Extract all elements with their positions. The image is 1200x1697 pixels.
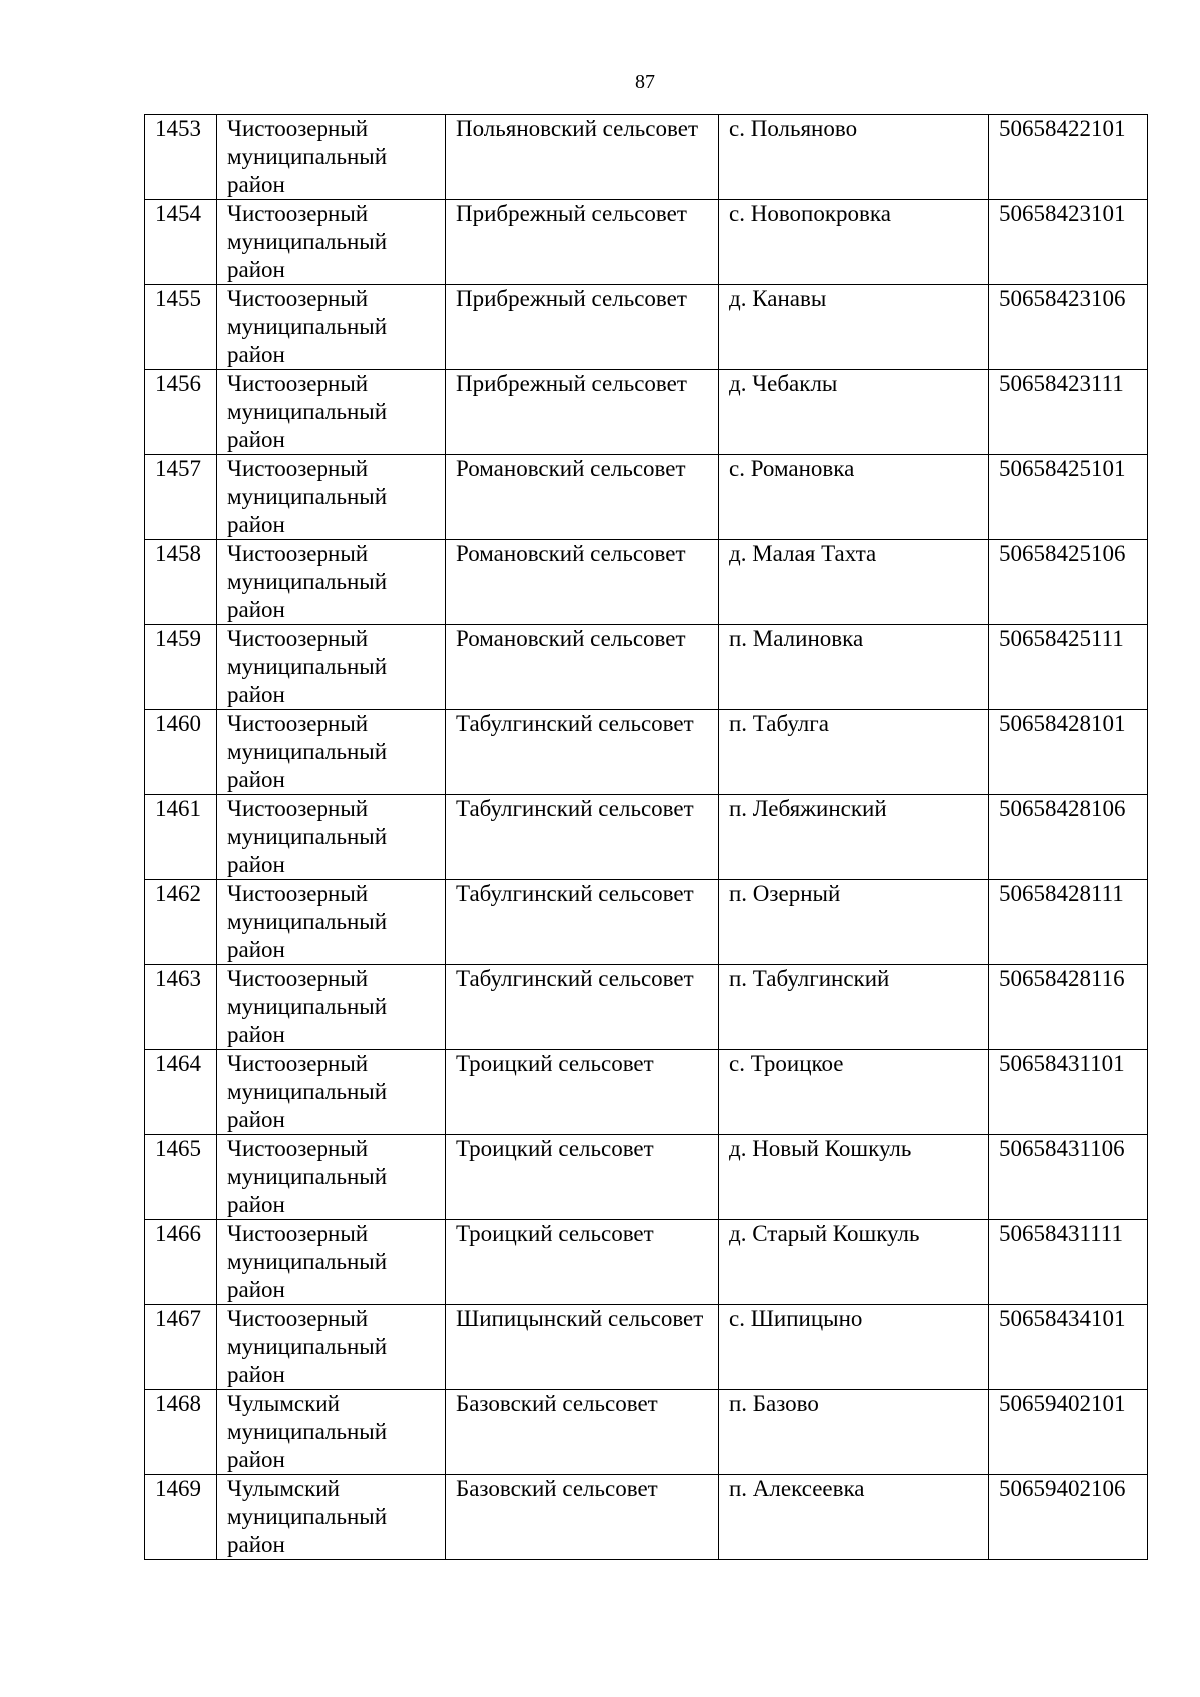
district-cell: Чулымский муниципальный район — [217, 1390, 446, 1475]
council-cell: Табулгинский сельсовет — [446, 880, 719, 965]
council-cell: Романовский сельсовет — [446, 540, 719, 625]
settlement-cell: с. Новопокровка — [719, 200, 989, 285]
table-row — [145, 540, 1148, 625]
table-row — [145, 370, 1148, 455]
district-cell: Чистоозерный муниципальный район — [217, 1050, 446, 1135]
district-cell: Чистоозерный муниципальный район — [217, 1305, 446, 1390]
row-number: 1462 — [145, 880, 217, 965]
district-cell: Чистоозерный муниципальный район — [217, 285, 446, 370]
row-number: 1456 — [145, 370, 217, 455]
council-cell: Прибрежный сельсовет — [446, 200, 719, 285]
code-cell: 50658425106 — [989, 540, 1148, 625]
table-row — [145, 455, 1148, 540]
settlement-cell: п. Табулгинский — [719, 965, 989, 1050]
district-cell: Чистоозерный муниципальный район — [217, 710, 446, 795]
table-row — [145, 795, 1148, 880]
code-cell: 50658434101 — [989, 1305, 1148, 1390]
table-body — [145, 115, 1148, 1560]
district-cell: Чистоозерный муниципальный район — [217, 540, 446, 625]
settlement-cell: п. Базово — [719, 1390, 989, 1475]
table-row — [145, 1050, 1148, 1135]
district-cell: Чулымский муниципальный район — [217, 1475, 446, 1560]
table-row — [145, 1390, 1148, 1475]
row-number: 1457 — [145, 455, 217, 540]
settlement-cell: с. Троицкое — [719, 1050, 989, 1135]
row-number: 1460 — [145, 710, 217, 795]
code-cell: 50658428106 — [989, 795, 1148, 880]
settlement-cell: п. Лебяжинский — [719, 795, 989, 880]
council-cell: Польяновский сельсовет — [446, 115, 719, 200]
row-number: 1453 — [145, 115, 217, 200]
row-number: 1469 — [145, 1475, 217, 1560]
row-number: 1467 — [145, 1305, 217, 1390]
table-row — [145, 710, 1148, 795]
row-number: 1468 — [145, 1390, 217, 1475]
council-cell: Троицкий сельсовет — [446, 1135, 719, 1220]
table-row — [145, 625, 1148, 710]
table-row — [145, 285, 1148, 370]
council-cell: Прибрежный сельсовет — [446, 370, 719, 455]
council-cell: Базовский сельсовет — [446, 1475, 719, 1560]
settlement-cell: д. Канавы — [719, 285, 989, 370]
table-row — [145, 1305, 1148, 1390]
table-row — [145, 1220, 1148, 1305]
settlement-cell: с. Шипицыно — [719, 1305, 989, 1390]
table-row — [145, 115, 1148, 200]
code-cell: 50658425101 — [989, 455, 1148, 540]
table-row — [145, 880, 1148, 965]
settlement-cell: д. Малая Тахта — [719, 540, 989, 625]
code-cell: 50658428111 — [989, 880, 1148, 965]
district-cell: Чистоозерный муниципальный район — [217, 115, 446, 200]
district-cell: Чистоозерный муниципальный район — [217, 965, 446, 1050]
table-row — [145, 1475, 1148, 1560]
settlement-cell: п. Алексеевка — [719, 1475, 989, 1560]
council-cell: Базовский сельсовет — [446, 1390, 719, 1475]
code-cell: 50658423101 — [989, 200, 1148, 285]
code-cell: 50658431106 — [989, 1135, 1148, 1220]
row-number: 1458 — [145, 540, 217, 625]
district-cell: Чистоозерный муниципальный район — [217, 200, 446, 285]
row-number: 1465 — [145, 1135, 217, 1220]
code-cell: 50658425111 — [989, 625, 1148, 710]
council-cell: Троицкий сельсовет — [446, 1220, 719, 1305]
row-number: 1463 — [145, 965, 217, 1050]
district-cell: Чистоозерный муниципальный район — [217, 1220, 446, 1305]
settlements-table — [144, 114, 1148, 1560]
settlement-cell: с. Романовка — [719, 455, 989, 540]
settlement-cell: п. Табулга — [719, 710, 989, 795]
district-cell: Чистоозерный муниципальный район — [217, 625, 446, 710]
code-cell: 50658431111 — [989, 1220, 1148, 1305]
district-cell: Чистоозерный муниципальный район — [217, 795, 446, 880]
settlement-cell: д. Новый Кошкуль — [719, 1135, 989, 1220]
code-cell: 50659402101 — [989, 1390, 1148, 1475]
council-cell: Табулгинский сельсовет — [446, 710, 719, 795]
code-cell: 50658431101 — [989, 1050, 1148, 1135]
table-row — [145, 200, 1148, 285]
page-number: 87 — [635, 71, 655, 93]
district-cell: Чистоозерный муниципальный район — [217, 455, 446, 540]
code-cell: 50658428101 — [989, 710, 1148, 795]
row-number: 1455 — [145, 285, 217, 370]
district-cell: Чистоозерный муниципальный район — [217, 880, 446, 965]
code-cell: 50659402106 — [989, 1475, 1148, 1560]
code-cell: 50658423111 — [989, 370, 1148, 455]
council-cell: Шипицынский сельсовет — [446, 1305, 719, 1390]
council-cell: Троицкий сельсовет — [446, 1050, 719, 1135]
council-cell: Прибрежный сельсовет — [446, 285, 719, 370]
code-cell: 50658428116 — [989, 965, 1148, 1050]
council-cell: Табулгинский сельсовет — [446, 965, 719, 1050]
council-cell: Табулгинский сельсовет — [446, 795, 719, 880]
row-number: 1454 — [145, 200, 217, 285]
row-number: 1466 — [145, 1220, 217, 1305]
settlement-cell: д. Чебаклы — [719, 370, 989, 455]
district-cell: Чистоозерный муниципальный район — [217, 370, 446, 455]
settlement-cell: п. Озерный — [719, 880, 989, 965]
district-cell: Чистоозерный муниципальный район — [217, 1135, 446, 1220]
code-cell: 50658422101 — [989, 115, 1148, 200]
settlement-cell: д. Старый Кошкуль — [719, 1220, 989, 1305]
settlement-cell: с. Польяново — [719, 115, 989, 200]
table-row — [145, 1135, 1148, 1220]
council-cell: Романовский сельсовет — [446, 455, 719, 540]
settlement-cell: п. Малиновка — [719, 625, 989, 710]
table-row — [145, 965, 1148, 1050]
code-cell: 50658423106 — [989, 285, 1148, 370]
row-number: 1459 — [145, 625, 217, 710]
council-cell: Романовский сельсовет — [446, 625, 719, 710]
row-number: 1464 — [145, 1050, 217, 1135]
row-number: 1461 — [145, 795, 217, 880]
